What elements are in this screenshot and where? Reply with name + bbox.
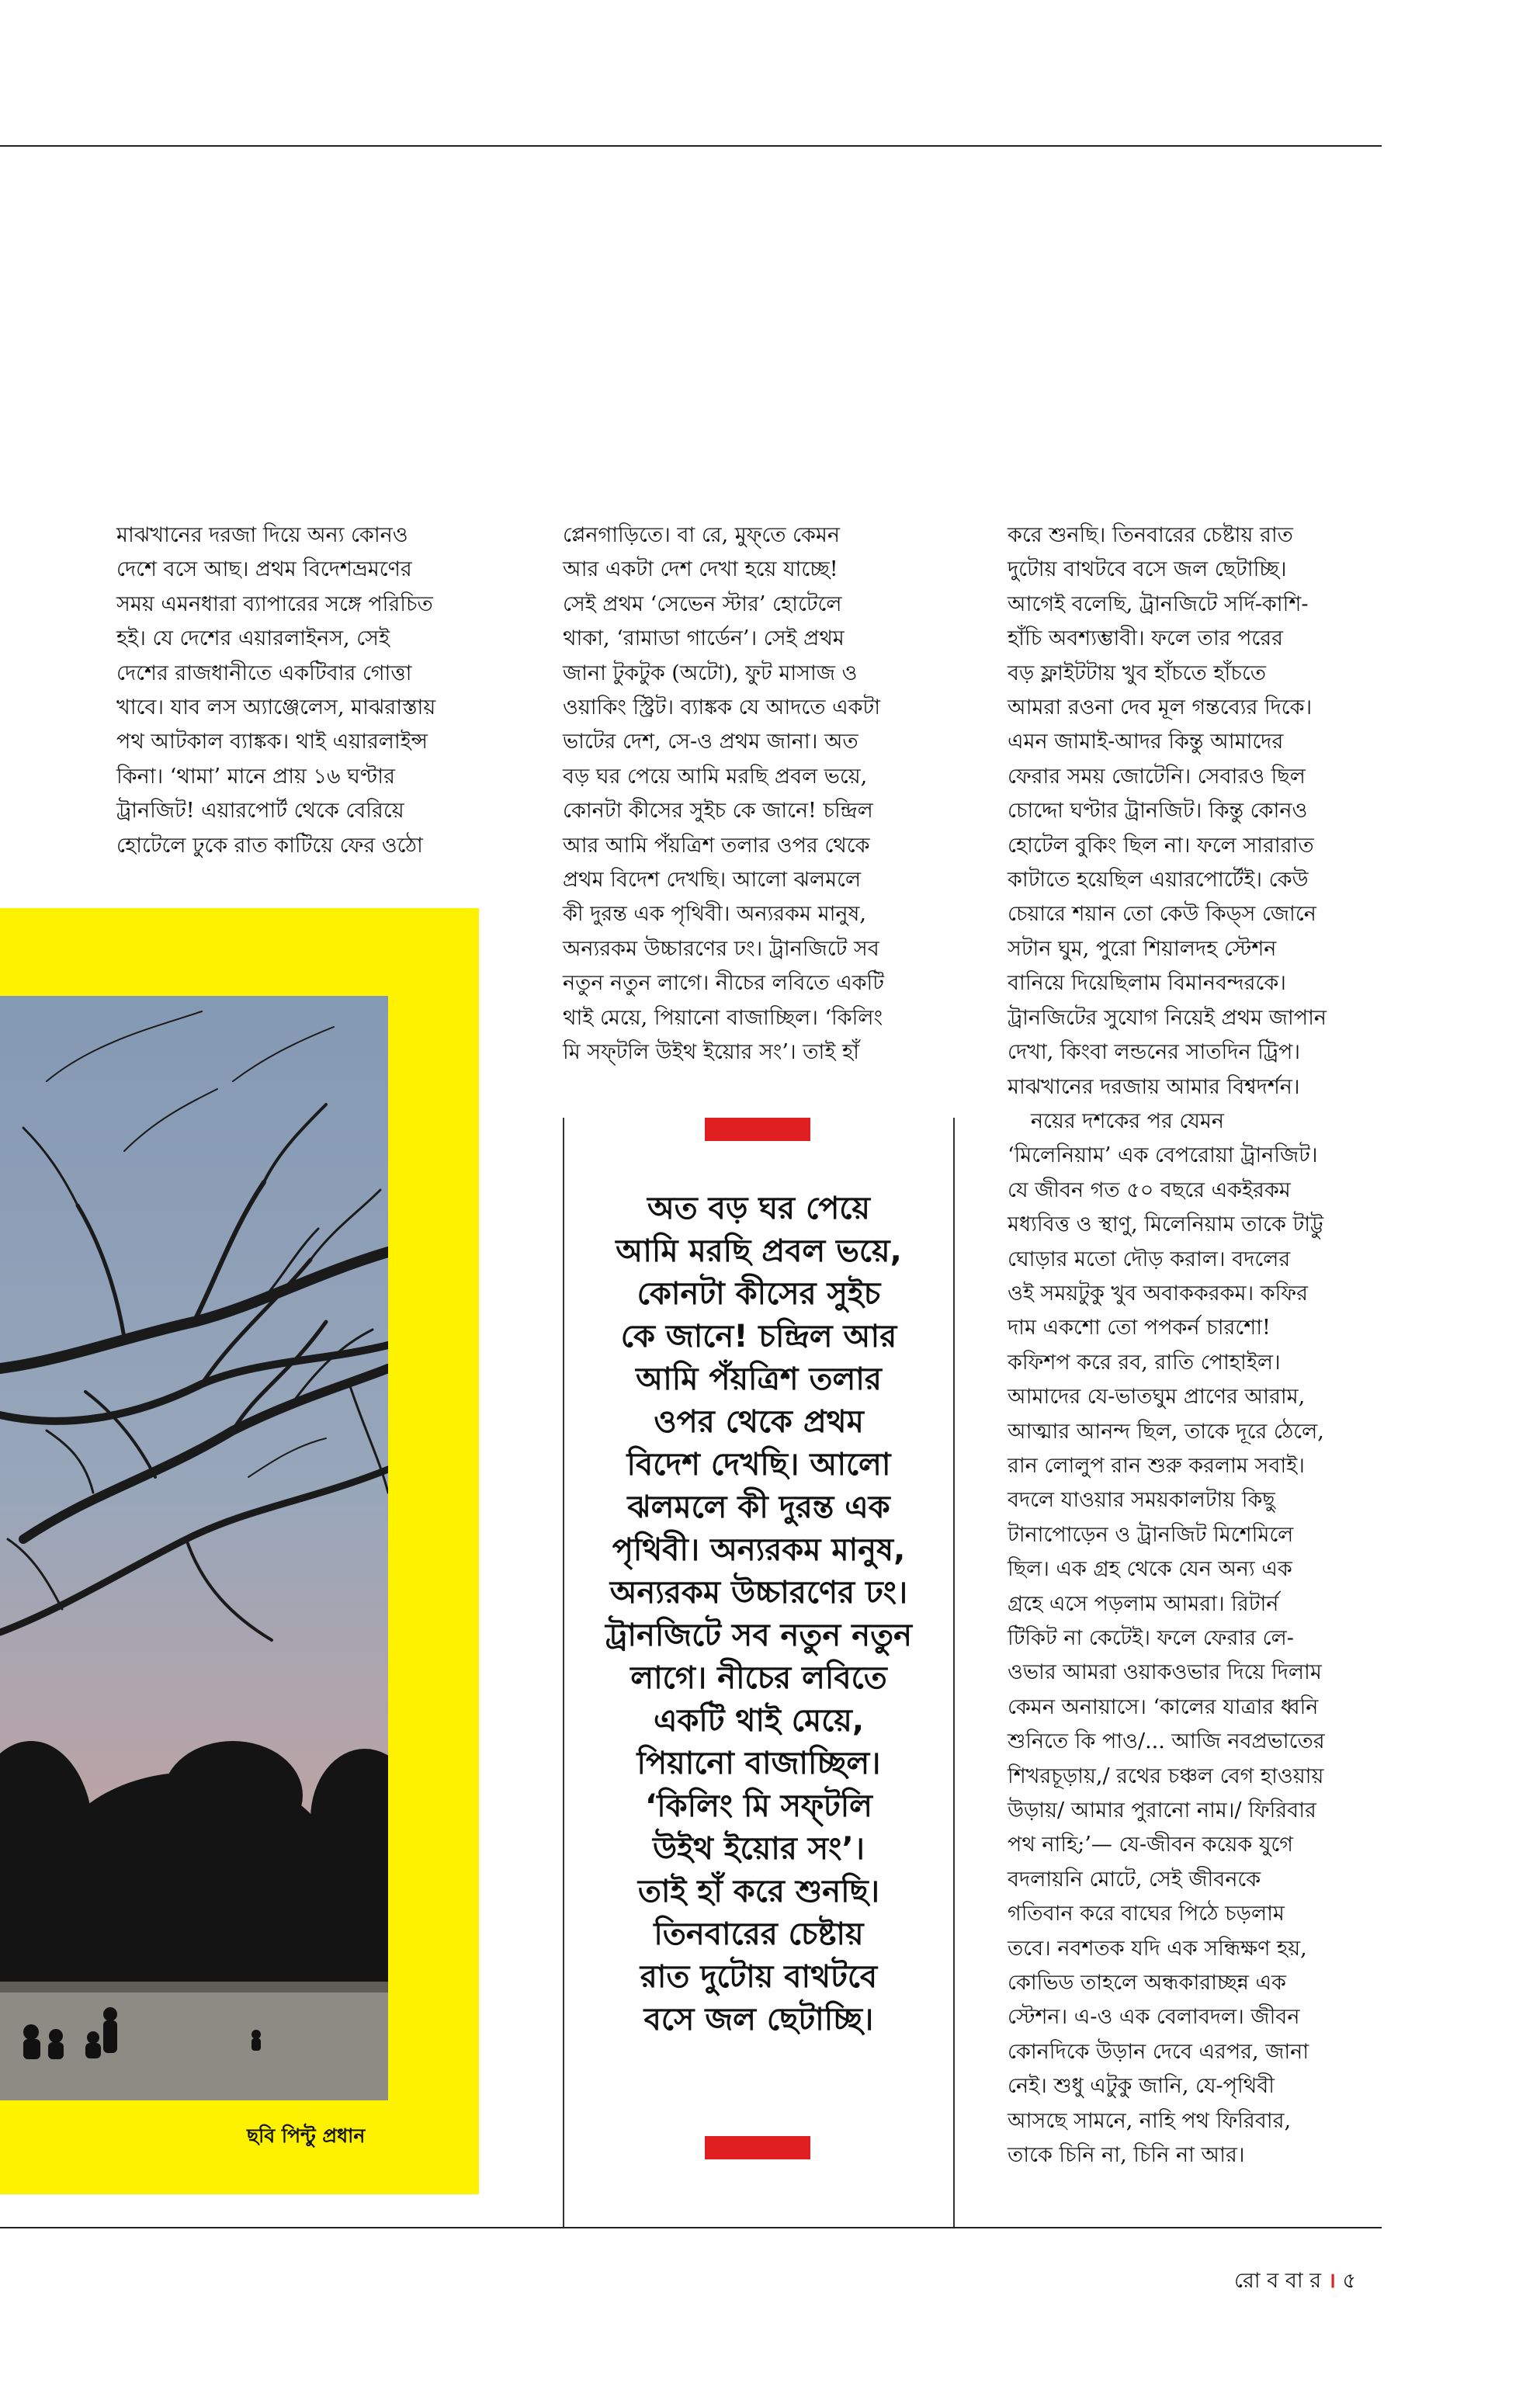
text-line: কাটাতে হয়েছিল এয়ারপোর্টেই। কেউ [1008,868,1309,893]
text-line: পথ আটকাল ব্যাঙ্কক। থাই এয়ারলাইন্স [116,730,428,754]
text-line: নেই। শুধু এটুকু জানি, যে-পৃথিবী [1008,2074,1275,2099]
text-line: ছিল। এক গ্রহ থেকে যেন অন্য এক [1008,1557,1292,1582]
text-line: টিকিট না কেটেই। ফলে ফেরার লে- [1008,1626,1294,1650]
pullquote-line: ওপর থেকে প্রথম [654,1404,864,1440]
magazine-name: রো ব বা র [1234,2269,1322,2293]
text-line: রান লোলুপ রান শুরু করলাম সবাই। [1008,1453,1305,1478]
text-line: দেশের রাজধানীতে একটিবার গোত্তা [116,661,412,685]
text-line: মাঝখানের দরজা দিয়ে অন্য কোনও [116,523,408,547]
text-line: তবে। নবশতক যদি এক সন্ধিক্ষণ হয়, [1008,1936,1307,1961]
text-line: ভাটের দেশ, সে-ও প্রথম জানা। অত [563,730,858,754]
text-line: কফিশপ করে রব, রাতি পোহাইল। [1008,1350,1281,1375]
pullquote-line: পৃথিবী। অন্যরকম মানুষ, [612,1532,906,1568]
text-line: আমরা রওনা দেব মূল গন্তব্যের দিকে। [1008,695,1313,720]
text-line: হোটেল বুকিং ছিল না। ফলে সারারাত [1008,833,1314,858]
pullquote-line: তাই হাঁ করে শুনছি। [637,1874,880,1909]
top-rule [0,145,1382,147]
text-line: বানিয়ে দিয়েছিলাম বিমানবন্দরকে। [1008,971,1286,996]
text-line: জানা টুকটুক (অটো), ফুট মাসাজ ও [563,661,858,685]
text-line: টানাপোড়েন ও ট্রানজিট মিশেমিলে [1008,1522,1294,1547]
text-line: আর আমি পঁয়ত্রিশ তলার ওপর থেকে [563,833,870,858]
text-line: কোনটা কীসের সুইচ কে জানে! চন্দ্রিল [563,799,873,824]
text-line: পথ নাহি;’— যে-জীবন কয়েক যুগে [1008,1833,1293,1857]
pullquote-line: বসে জল ছেটাচ্ছি। [643,2002,874,2038]
text-line: সটান ঘুম, পুরো শিয়ালদহ স্টেশন [1008,936,1277,961]
text-line: যে জীবন গত ৫০ বছরে একইরকম [1008,1177,1291,1202]
tree-silhouette-image [0,996,388,2100]
text-line: ওই সময়টুকু খুব অবাককরকম। কফির [1008,1281,1308,1306]
text-line: এমন জামাই-আদর কিন্তু আমাদের [1008,730,1284,754]
tree-silhouette-photo [0,996,388,2100]
text-line: ট্রানজিট! এয়ারপোর্ট থেকে বেরিয়ে [116,799,404,824]
text-line: বড় ঘর পেয়ে আমি মরছি প্রবল ভয়ে, [563,764,868,789]
text-line: শিখরচূড়ায়,/ রথের চঞ্চল বেগ হাওয়ায় [1008,1764,1324,1788]
text-line: থাকা, ‘রামাডা গার্ডেন’। সেই প্রথম [563,626,845,651]
text-line: আমাদের যে-ভাতঘুম প্রাণের আরাম, [1008,1385,1306,1410]
paragraph-start-line: নয়ের দশকের পর যেমন [1031,1108,1225,1133]
text-line: শুনিতে কি পাও/... আজি নবপ্রভাতের [1008,1729,1325,1754]
text-line: হই। যে দেশের এয়ারলাইনস, সেই [116,626,390,651]
text-line: প্লেনগাড়িতে। বা রে, মুফ্‌তে কেমন [563,523,841,547]
text-line: দাম একশো তো পপকর্ন চারশো! [1008,1316,1271,1340]
text-line: ‘মিলেনিয়াম’ এক বেপরোয়া ট্রানজিট। [1008,1143,1318,1168]
text-line: ওভার আমরা ওয়াকওভার দিয়ে দিলাম [1008,1660,1322,1685]
text-line: উড়ায়/ আমার পুরানো নাম।/ ফিরিবার [1008,1798,1316,1823]
text-line: সময় এমনধারা ব্যাপারের সঙ্গে পরিচিত [116,591,433,616]
text-line: ওয়াকিং স্ট্রিট। ব্যাঙ্কক যে আদতে একটা [563,695,881,720]
pullquote-line: আমি মরছি প্রবল ভয়ে, [616,1233,902,1269]
text-line: মি সফ্‌টলি উইথ ইয়োর সং’। তাই হাঁ [563,1040,859,1065]
photo-credit: ছবি পিন্টু প্রধান [247,2124,366,2147]
text-line: ঘোড়ার মতো দৌড় করাল। বদলের [1008,1247,1291,1271]
column-divider-right [953,1118,955,2228]
pullquote-line: ট্রানজিটে সব নতুন নতুন [605,1618,912,1653]
text-line: আগেই বলেছি, ট্রানজিটে সর্দি-কাশি- [1008,591,1309,616]
text-line: ট্রানজিটের সুযোগ নিয়েই প্রথম জাপান [1008,1005,1327,1030]
text-line: হোটেলে ঢুকে রাত কাটিয়ে ফের ওঠো [116,833,423,858]
text-line: আত্মার আনন্দ ছিল, তাকে দূরে ঠেলে, [1008,1419,1324,1444]
text-line: কেমন অনায়াসে। ‘কালের যাত্রার ধ্বনি [1008,1694,1319,1719]
pullquote-line: ঝলমলে কী দুরন্ত এক [627,1490,890,1525]
text-line: চোদ্দো ঘণ্টার ট্রানজিট। কিন্তু কোনও [1008,799,1308,824]
pullquote-line: আমি পঁয়ত্রিশ তলার [636,1361,882,1397]
text-line: নতুন নতুন লাগে। নীচের লবিতে একটি [563,971,884,996]
pullquote-line: পিয়ানো বাজাচ্ছিল। [636,1746,881,1781]
pullquote-top-bar [705,1118,810,1141]
page-footer [1234,2265,1356,2300]
text-line: আসছে সামনে, নাহি পথ ফিরিবার, [1008,2108,1292,2133]
text-line: দেশে বসে আছ। প্রথম বিদেশভ্রমণের [116,557,412,582]
text-line: দুটোয় বাথটবে বসে জল ছেটাচ্ছি। [1008,557,1287,582]
text-line: দেখা, কিংবা লন্ডনের সাতদিন ট্রিপ। [1008,1040,1301,1065]
pullquote-line: রাত দুটোয় বাথটবে [640,1959,878,1995]
text-line: কিনা। ‘থামা’ মানে প্রায় ১৬ ঘণ্টার [116,764,395,789]
text-line: মাঝখানের দরজায় আমার বিশ্বদর্শন। [1008,1074,1300,1099]
pullquote-line: অত বড় ঘর পেয়ে [647,1191,870,1226]
pullquote-line: কোনটা কীসের সুইচ [636,1276,881,1312]
text-line: গতিবান করে বাঘের পিঠে চড়লাম [1008,1902,1285,1927]
text-line: হাঁচি অবশ্যম্ভাবী। ফলে তার পরের [1008,626,1283,651]
text-line: বড় ফ্লাইটটায় খুব হাঁচতে হাঁচতে [1008,661,1267,685]
footer-separator: । [1327,2269,1336,2293]
article-column-3 [1008,518,1380,2173]
text-line: মধ্যবিত্ত ও স্থাণু, মিলেনিয়াম তাকে টাট্টু [1008,1212,1324,1237]
text-line: করে শুনছি। তিনবারের চেষ্টায় রাত [1008,523,1293,547]
text-line: চেয়ারে শয়ান তো কেউ কিড্‌স জোনে [1008,902,1316,927]
pullquote-line: কে জানে! চন্দ্রিল আর [620,1319,897,1354]
text-line: আর একটা দেশ দেখা হয়ে যাচ্ছে! [563,557,838,582]
text-line: বদলায়নি মোটে, সেই জীবনকে [1008,1867,1261,1892]
pullquote [567,1188,951,2041]
article-column-1 [116,518,481,863]
text-line: অন্যরকম উচ্চারণের ঢং। ট্রানজিটে সব [563,936,879,961]
article-column-2 [563,518,943,1070]
pullquote-line: অন্যরকম উচ্চারণের ঢং। [609,1575,908,1611]
text-line: ফেরার সময় জোটেনি। সেবারও ছিল [1008,764,1306,789]
text-line: স্টেশন। এ-ও এক বেলাবদল। জীবন [1008,2005,1300,2030]
text-line: সেই প্রথম ‘সেভেন স্টার’ হোটেলে [563,591,842,616]
pullquote-line: একটি থাই মেয়ে, [653,1703,865,1739]
text-line: কোনদিকে উড়ান দেবে এরপর, জানা [1008,2039,1309,2064]
pullquote-bottom-bar [705,2136,810,2159]
text-line: প্রথম বিদেশ দেখছি। আলো ঝলমলে [563,868,862,893]
text-line: কী দুরন্ত এক পৃথিবী। অন্যরকম মানুষ, [563,902,867,927]
text-line: বদলে যাওয়ার সময়কালটায় কিছু [1008,1488,1275,1513]
text-line: তাকে চিনি না, চিনি না আর। [1008,2143,1245,2168]
pullquote-line: উইথ ইয়োর সং’। [653,1831,865,1867]
page-number: ৫ [1342,2269,1357,2293]
bottom-rule [0,2227,1382,2228]
text-line: কোভিড তাহলে অন্ধকারাচ্ছন্ন এক [1008,1971,1286,1996]
column-divider-left [563,1118,564,2228]
pullquote-line: লাগে। নীচের লবিতে [630,1660,887,1696]
pullquote-line: তিনবারের চেষ্টায় [654,1916,864,1952]
text-line: থাই মেয়ে, পিয়ানো বাজাচ্ছিল। ‘কিলিং [563,1005,883,1030]
text-line: গ্রহে এসে পড়লাম আমরা। রিটার্ন [1008,1591,1279,1616]
text-line: খাবে। যাব লস অ্যাঞ্জেলেস, মাঝরাস্তায় [116,695,436,720]
pullquote-line: বিদেশ দেখছি। আলো [626,1447,891,1483]
pullquote-line: ‘কিলিং মি সফ্‌টলি [645,1788,872,1824]
